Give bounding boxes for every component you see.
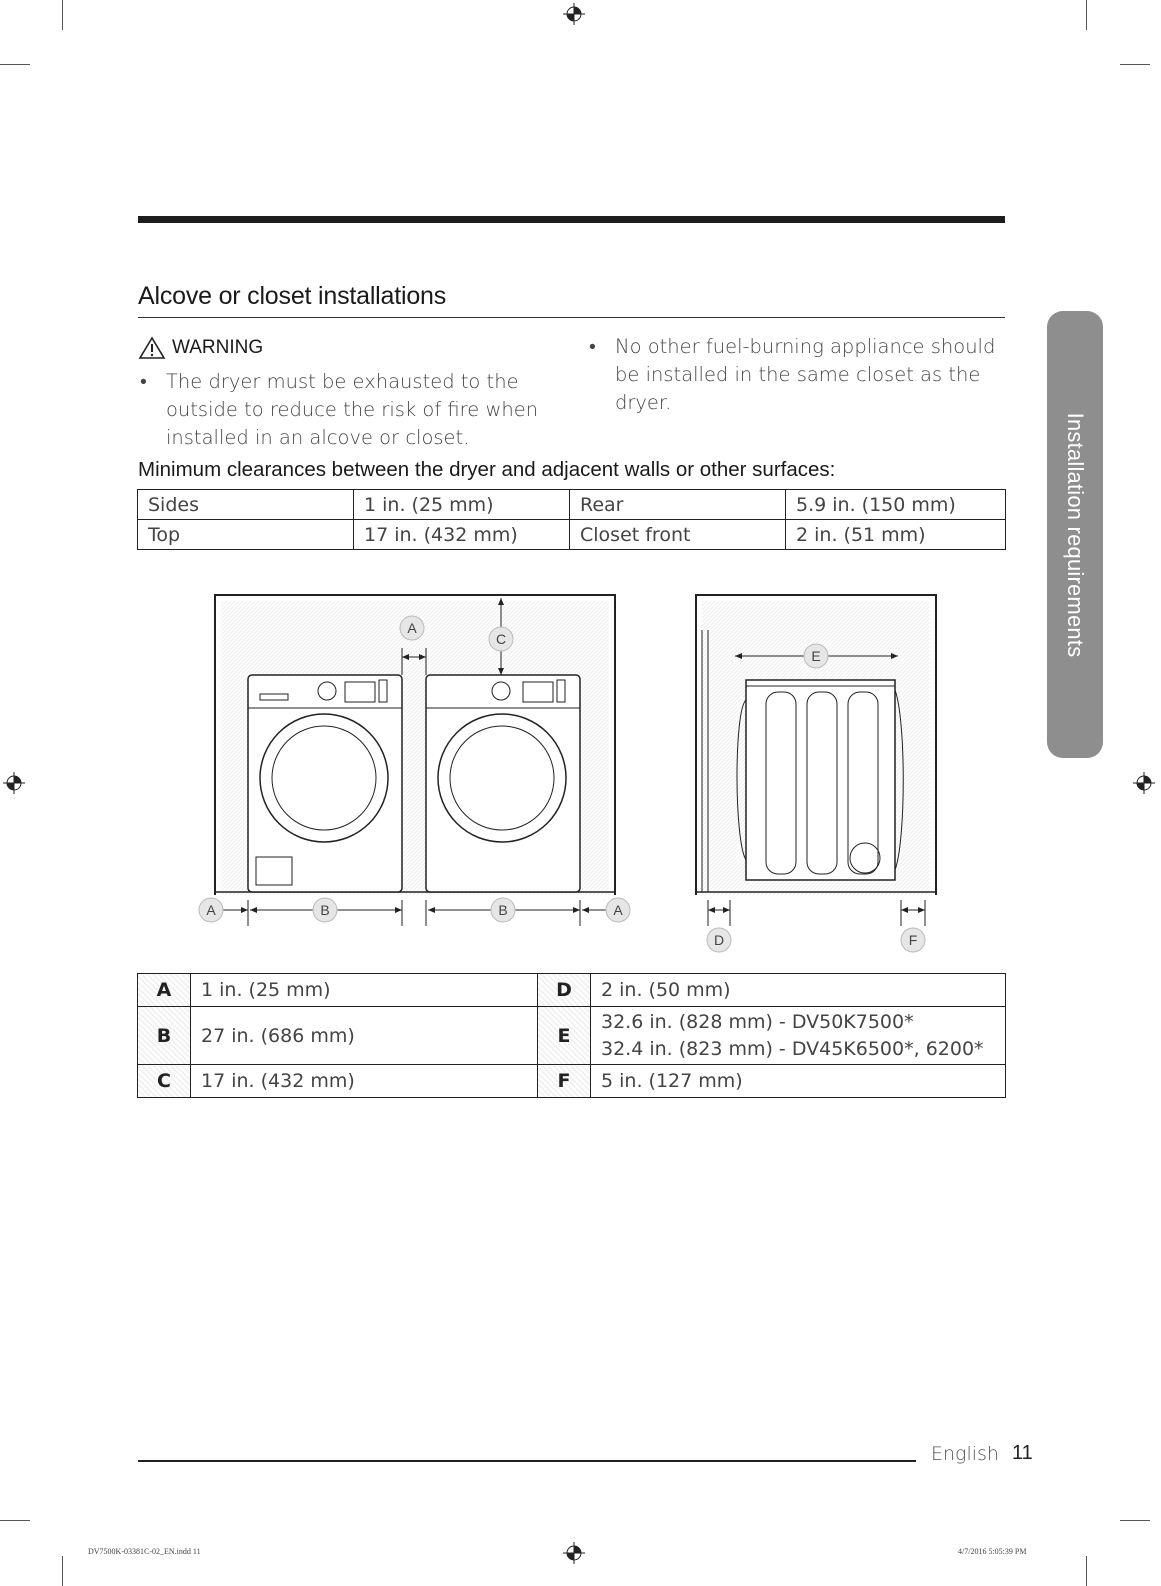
dimension-key: A (138, 974, 191, 1007)
warning-bullet-right: • No other fuel-burning appliance should be installed in the same closet as the dryer. (589, 335, 996, 414)
page-number: 11 (1012, 1442, 1033, 1464)
dimension-key: E (538, 1007, 591, 1065)
label-f: F (908, 932, 918, 948)
table-cell: Top (138, 520, 354, 550)
crop-mark (1086, 0, 1087, 30)
crop-mark (62, 0, 63, 30)
dimension-key: C (138, 1065, 191, 1098)
warning-text: No other fuel-burning appliance should be installed in the same closet as the dryer. (615, 335, 996, 414)
side-tab-label: Installation requirements (1063, 412, 1088, 657)
label-a-top: A (407, 620, 417, 636)
registration-mark-icon (563, 1542, 585, 1564)
dimension-value: 27 in. (686 mm) (191, 1007, 538, 1065)
print-slug-date: 4/7/2016 5:05:39 PM (958, 1547, 1027, 1556)
table-cell: Sides (138, 490, 354, 520)
label-a-right: A (613, 902, 623, 918)
registration-mark-icon (3, 772, 25, 794)
warning-triangle-icon (138, 336, 166, 360)
label-a-left: A (206, 902, 216, 918)
crop-mark (1120, 64, 1150, 65)
warning-bullet-left: • The dryer must be exhausted to the outside to reduce the risk of fire when installed in an alcove or closet. (140, 370, 539, 449)
section-title: Alcove or closet installations (138, 282, 447, 310)
clearance-heading: Minimum clearances between the dryer and adjacent walls or other surfaces: (138, 458, 836, 481)
crop-mark (1086, 1556, 1087, 1586)
label-e: E (811, 648, 821, 664)
dimension-value: 5 in. (127 mm) (591, 1065, 1006, 1098)
label-c: C (495, 631, 507, 647)
dimension-line: 32.6 in. (828 mm) - DV50K7500* (601, 1010, 914, 1033)
dimension-value: 2 in. (50 mm) (591, 974, 1006, 1007)
table-cell: 5.9 in. (150 mm) (786, 490, 1006, 520)
print-slug-file: DV7500K-03381C-02_EN.indd 11 (88, 1547, 201, 1556)
crop-mark (1120, 1520, 1150, 1521)
dimension-key: F (538, 1065, 591, 1098)
table-row (138, 1065, 1006, 1098)
label-d: D (713, 932, 725, 948)
dimension-value-multi (591, 1007, 1006, 1065)
table-row (138, 1007, 1006, 1065)
dimension-table (137, 973, 1006, 1098)
crop-mark (0, 64, 30, 65)
table-cell: 2 in. (51 mm) (786, 520, 1006, 550)
table-row (138, 490, 1006, 520)
warning-label: WARNING (172, 337, 264, 358)
warning-text: The dryer must be exhausted to the outside to reduce the risk of fire when installed in an alcove or closet. (166, 370, 539, 449)
dryer-side-outline (746, 680, 895, 880)
dimension-line: 32.4 in. (823 mm) - DV45K6500*, 6200* (601, 1037, 984, 1060)
section-side-tab (1047, 311, 1103, 758)
table-cell: 17 in. (432 mm) (354, 520, 570, 550)
dimension-value: 17 in. (432 mm) (191, 1065, 538, 1098)
footer-language: English (931, 1443, 999, 1465)
table-cell: 1 in. (25 mm) (354, 490, 570, 520)
crop-mark (62, 1556, 63, 1586)
title-underline (138, 317, 1005, 318)
crop-mark (0, 1520, 30, 1521)
table-row (138, 974, 1006, 1007)
registration-mark-icon (563, 3, 585, 25)
dimension-value: 1 in. (25 mm) (191, 974, 538, 1007)
dimension-key: D (538, 974, 591, 1007)
warning-heading (138, 336, 263, 360)
label-b-left: B (320, 902, 330, 918)
registration-mark-icon (1133, 772, 1155, 794)
section-top-rule (138, 216, 1005, 223)
clearance-table (137, 489, 1006, 550)
label-b-right: B (498, 902, 508, 918)
table-cell: Rear (570, 490, 786, 520)
dimension-key: B (138, 1007, 191, 1065)
table-cell: Closet front (570, 520, 786, 550)
table-row (138, 520, 1006, 550)
footer-rule (138, 1460, 916, 1462)
closet-installation-diagram (190, 590, 960, 965)
